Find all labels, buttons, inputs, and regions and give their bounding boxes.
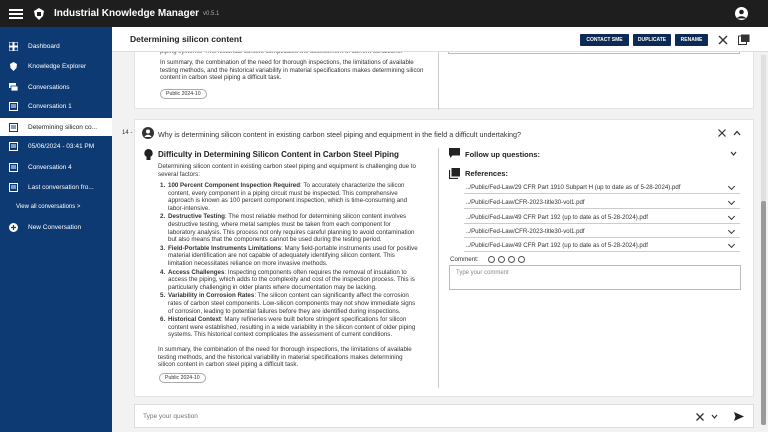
new-conversation-label: New Conversation (28, 223, 82, 231)
menu-icon[interactable] (9, 9, 23, 19)
answer-summary: In summary, the combination of the need for thorough inspections, the limitations of available testing methods, and the historical variability in material specifications makes determining silicon content in carbon steel piping a difficult task. (158, 346, 412, 369)
new-conversation-button[interactable] (0, 218, 112, 236)
scrollbar-thumb[interactable] (761, 201, 766, 425)
app-logo-icon (32, 7, 46, 21)
question-bar (134, 404, 754, 428)
sidebar-item-label: Conversation 4 (28, 163, 72, 171)
answer-point: 1. 100 Percent Component Inspection Required: To accurately characterize the silicon content, every component in a piping circuit must be inspected. This comprehensive approach is known as 100 percent component inspection, which is time-consuming and labor-intensive. (160, 182, 408, 212)
sidebar-item-label: Dashboard (28, 42, 60, 50)
sidebar-item-label: Knowledge Explorer (28, 62, 87, 70)
conversation-header (112, 27, 768, 52)
document-icon (9, 123, 18, 132)
sidebar-item-conversation[interactable] (0, 137, 112, 155)
rating-face-icon[interactable] (498, 256, 505, 263)
rating-face-icon[interactable] (518, 256, 525, 263)
answer-points (160, 182, 418, 340)
sidebar-item-label: Last conversation fro... (28, 183, 94, 191)
scrollbar[interactable] (761, 55, 766, 425)
sidebar-item-knowledge-explorer[interactable] (0, 57, 112, 75)
answer-point: 3. Field-Portable Instruments Limitations: Many field-portable instruments used for positive material identification are not capable of adequately identifying silicon content. This limitation necessitates reliance on more invasive methods. (160, 244, 418, 267)
question-input[interactable] (143, 413, 663, 420)
follow-up-title: Follow up questions: (465, 150, 540, 159)
sidebar-item-label: Conversation 1 (28, 102, 72, 110)
chevron-down-icon[interactable] (728, 227, 735, 234)
sidebar-item-label: Conversations (28, 83, 70, 91)
top-bar (0, 0, 768, 27)
view-all-conversations-link[interactable]: View all conversations > (16, 204, 81, 210)
plus-circle-icon (9, 223, 18, 232)
user-icon (142, 127, 154, 139)
document-icon (9, 142, 18, 151)
chat-icon (9, 83, 18, 92)
references-title: References: (465, 169, 508, 178)
contact-sme-button[interactable]: CONTACT SME (580, 34, 629, 46)
app-version: v0.5.1 (203, 10, 220, 17)
references-icon (449, 168, 460, 179)
answer-point: 2. Destructive Testing: The most reliable method for determining silicon content involves destructive testing, where metal samples must be taken from each component for laboratory analysis. This process not only requires careful planning to avoid contamination but also means that the components cannot be used during the testing period. (160, 213, 415, 244)
rename-button[interactable]: RENAME (675, 34, 708, 46)
explorer-icon (9, 62, 18, 71)
lightbulb-icon (144, 149, 153, 161)
account-icon[interactable] (735, 7, 748, 20)
dashboard-icon (9, 42, 18, 51)
answer-intro: Determining silicon content in existing carbon steel piping and equipment is challenging due to several factors: (158, 163, 416, 178)
close-icon[interactable] (718, 129, 726, 137)
reference-item[interactable]: ../Public/Fed-Law/49 CFR Part 192 (up to date as of 5-28-2024).pdf (464, 211, 740, 224)
send-icon[interactable] (734, 412, 744, 421)
entry-index: 14 - (122, 130, 133, 136)
close-icon[interactable] (718, 35, 728, 45)
chevron-down-icon[interactable] (728, 213, 735, 220)
reference-item[interactable]: ../Public/Fed-Law/29 CFR Part 1910 Subpart H (up to date as of 5-28-2024).pdf (464, 181, 740, 194)
reference-item[interactable]: ../Public/Fed-Law/49 CFR Part 192 (up to date as of 5-28-2024).pdf (464, 239, 740, 252)
chevron-down-icon[interactable] (728, 183, 735, 190)
chevron-up-icon[interactable] (733, 130, 741, 136)
reference-item[interactable]: ../Public/Fed-Law/CFR-2023-title30-vol1.pdf (464, 225, 740, 238)
rating-face-icon[interactable] (508, 256, 515, 263)
visibility-badge: Public 2024-10 (160, 89, 207, 99)
comment-input[interactable]: Type your comment (449, 265, 741, 290)
sidebar-item-conversation[interactable] (0, 97, 112, 115)
question-text: Why is determining silicon content in existing carbon steel piping and equipment in the field a difficult undertaking? (158, 130, 522, 139)
chevron-down-icon[interactable] (711, 414, 718, 419)
main-panel (112, 27, 768, 432)
previous-answer-summary: In summary, the combination of the need for thorough inspections, the limitations of available testing methods, and the historical variability in material specifications makes determining silicon content in carbon steel piping a difficult task. (160, 59, 424, 82)
answer-point: 4. Access Challenges: Inspecting components often requires the removal of insulation to access the piping, which adds to the complexity and cost of the inspection process. This is particularly challenging in older plants where documentation may be lacking. (160, 268, 415, 291)
sidebar-item-conversation-selected[interactable] (0, 118, 112, 136)
sidebar (0, 27, 112, 432)
follow-up-icon (449, 148, 460, 158)
reference-item[interactable]: ../Public/Fed-Law/CFR-2023-title30-vol1.pdf (464, 196, 740, 209)
open-window-icon[interactable] (738, 34, 750, 45)
sidebar-item-conversation[interactable] (0, 178, 112, 196)
sidebar-item-conversations[interactable] (0, 78, 112, 96)
conversation-title: Determining silicon content (130, 34, 242, 44)
chevron-down-icon[interactable] (730, 151, 737, 156)
document-icon (9, 102, 18, 111)
sidebar-item-dashboard[interactable] (0, 37, 112, 55)
document-icon (9, 163, 18, 172)
rating-face-icon[interactable] (488, 256, 495, 263)
chevron-down-icon[interactable] (728, 198, 735, 205)
duplicate-button[interactable]: DUPLICATE (633, 34, 671, 46)
answer-point: 6. Historical Context: Many refineries were built before stringent specifications for silicon content were established, resulting in a wide variability in the silicon content of older piping systems. This historical context complicates the assessment of current conditions. (160, 316, 416, 339)
document-icon (9, 183, 18, 192)
answer-heading: Difficulty in Determining Silicon Content in Carbon Steel Piping (158, 150, 399, 159)
visibility-badge: Public 2024-10 (159, 373, 206, 383)
comment-label: Comment: (450, 256, 479, 263)
card-divider (438, 148, 439, 388)
answer-point: 5. Variability in Corrosion Rates: The silicon content can significantly affect the corrosion rates of carbon steel components. Low-silicon components may not show immediate signs of corrosion, leading to potential failures before they are identified during inspections. (160, 292, 416, 315)
sidebar-item-label: 05/06/2024 - 03:41 PM (28, 142, 95, 150)
sidebar-item-label: Determining silicon co... (28, 123, 97, 131)
chevron-down-icon[interactable] (728, 241, 735, 248)
app-title: Industrial Knowledge Manager (54, 8, 200, 19)
sidebar-item-conversation[interactable] (0, 158, 112, 176)
clear-icon[interactable] (696, 413, 704, 421)
